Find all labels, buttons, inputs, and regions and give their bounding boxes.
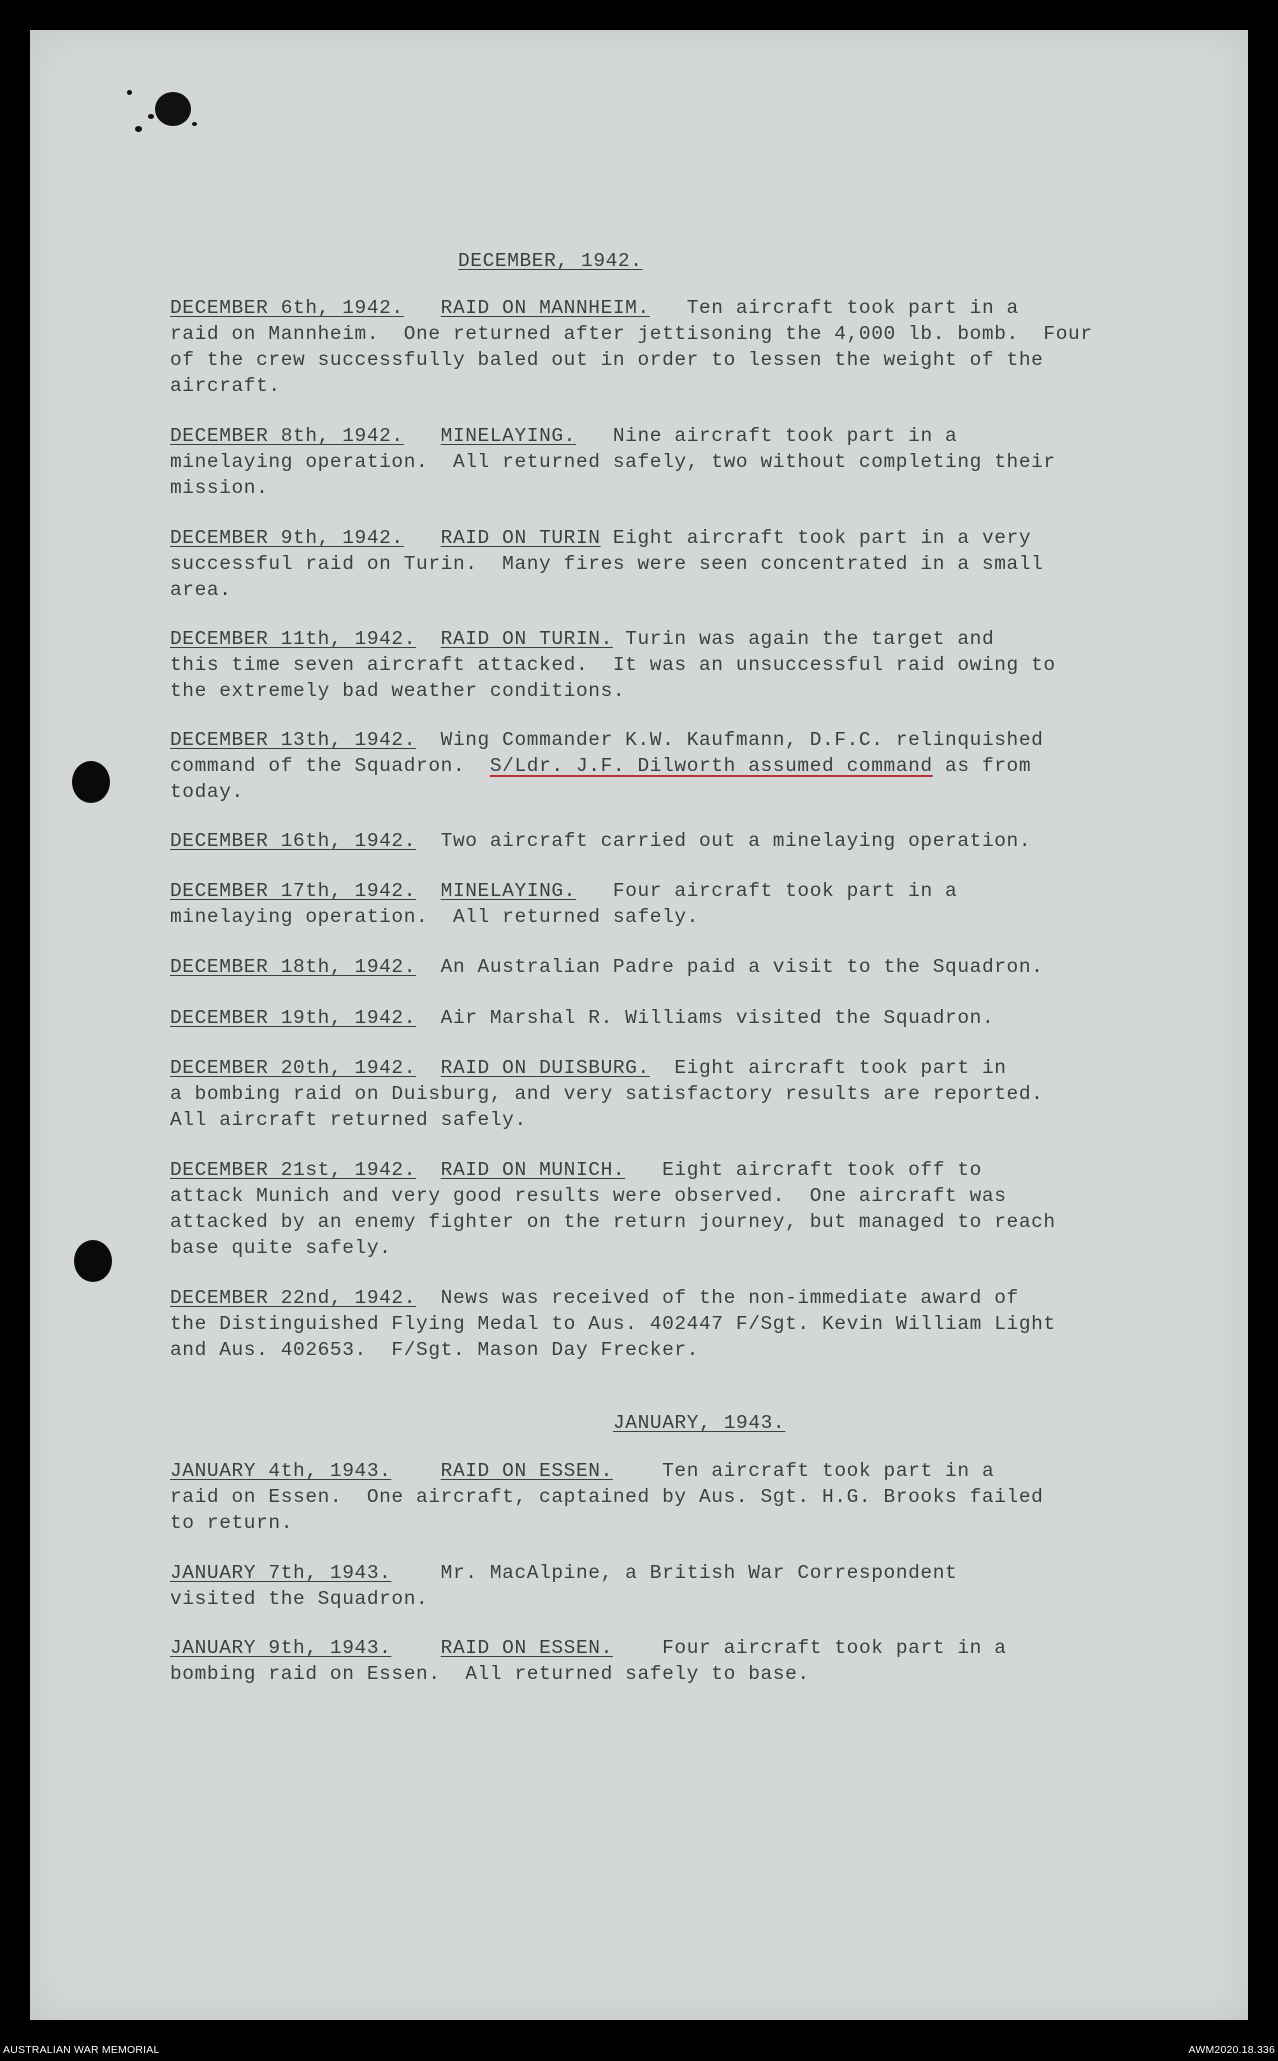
entry-date: DECEMBER 18th, 1942. (170, 956, 417, 978)
entry-subject: RAID ON ESSEN. (440, 1637, 613, 1659)
entry-date: DECEMBER 22nd, 1942. (170, 1287, 417, 1309)
entry-line: to return. (170, 1512, 294, 1534)
entry-dec-21 (170, 1157, 1056, 1261)
entry-dec-6 (170, 295, 1093, 399)
entry-line: Mr. MacAlpine, a British War Correspondent (440, 1562, 958, 1584)
entry-subject: RAID ON MANNHEIM. (440, 297, 650, 319)
entry-line: the Distinguished Flying Medal to Aus. 402447 F/Sgt. Kevin William Light (170, 1313, 1056, 1335)
entry-subject: RAID ON TURIN. (440, 628, 613, 650)
entry-line: Air Marshal R. Williams visited the Squadron. (440, 1007, 995, 1029)
entry-line: Ten aircraft took part in a (686, 297, 1019, 319)
entry-line: Four aircraft took part in a (612, 880, 958, 902)
entry-subject: RAID ON ESSEN. (440, 1460, 613, 1482)
entry-line: today. (170, 781, 244, 803)
entry-dec-22 (170, 1285, 1056, 1363)
entry-line: mission. (170, 477, 269, 499)
entry-line: minelaying operation. All returned safely. (170, 906, 699, 928)
ink-blot (155, 92, 191, 126)
entry-line: and Aus. 402653. F/Sgt. Mason Day Frecker. (170, 1339, 699, 1361)
entry-date: DECEMBER 9th, 1942. (170, 527, 404, 549)
ink-speck (127, 90, 132, 95)
entry-line: Eight aircraft took part in (674, 1057, 1007, 1079)
punch-hole-lower (74, 1240, 112, 1282)
entry-date: JANUARY 7th, 1943. (170, 1562, 392, 1584)
entry-line: All aircraft returned safely. (170, 1109, 527, 1131)
entry-line: raid on Mannheim. One returned after jettisoning the 4,000 lb. bomb. Four (170, 323, 1093, 345)
entry-line: bombing raid on Essen. All returned safely to base. (170, 1663, 810, 1685)
entry-line: of the crew successfully baled out in order to lessen the weight of the (170, 349, 1044, 371)
entry-line: as from (945, 755, 1032, 777)
entry-dec-16 (170, 828, 1031, 854)
entry-line: Eight aircraft took part in a very (612, 527, 1032, 549)
entry-dec-17 (170, 878, 957, 930)
entry-line: Two aircraft carried out a minelaying operation. (440, 830, 1032, 852)
highlighted-command-change: S/Ldr. J.F. Dilworth assumed command (489, 755, 933, 777)
entry-dec-13 (170, 727, 1043, 805)
entry-line: command of the Squadron. (170, 755, 466, 777)
entry-line: Nine aircraft took part in a (612, 425, 958, 447)
entry-date: DECEMBER 21st, 1942. (170, 1159, 417, 1181)
entry-date: DECEMBER 16th, 1942. (170, 830, 417, 852)
entry-dec-9 (170, 525, 1043, 603)
entry-subject: MINELAYING. (440, 880, 576, 902)
entry-line: aircraft. (170, 375, 281, 397)
ink-speck (148, 114, 154, 119)
entry-date: DECEMBER 13th, 1942. (170, 729, 417, 751)
entry-line: raid on Essen. One aircraft, captained by Aus. Sgt. H.G. Brooks failed (170, 1486, 1044, 1508)
footer-reference: AWM2020.18.336 (1188, 2044, 1275, 2056)
entry-dec-11 (170, 626, 1056, 704)
entry-date: DECEMBER 11th, 1942. (170, 628, 417, 650)
entry-subject: MINELAYING. (440, 425, 576, 447)
entry-line: base quite safely. (170, 1237, 392, 1259)
entry-line: News was received of the non-immediate award of (440, 1287, 1019, 1309)
entry-line: Turin was again the target and (625, 628, 995, 650)
entry-subject: RAID ON TURIN (440, 527, 601, 549)
section-heading-january: JANUARY, 1943. (613, 1412, 786, 1434)
entry-date: DECEMBER 8th, 1942. (170, 425, 404, 447)
ink-speck (135, 126, 142, 132)
entry-line: attack Munich and very good results were observed. One aircraft was (170, 1185, 1007, 1207)
entry-dec-18 (170, 954, 1043, 980)
section-heading-december: DECEMBER, 1942. (458, 250, 643, 272)
entry-date: DECEMBER 17th, 1942. (170, 880, 417, 902)
entry-line: the extremely bad weather conditions. (170, 680, 626, 702)
entry-date: DECEMBER 6th, 1942. (170, 297, 404, 319)
entry-line: visited the Squadron. (170, 1588, 429, 1610)
entry-jan-9 (170, 1635, 1007, 1687)
entry-dec-19 (170, 1005, 994, 1031)
entry-subject: RAID ON MUNICH. (440, 1159, 626, 1181)
entry-jan-7 (170, 1560, 957, 1612)
entry-line: a bombing raid on Duisburg, and very satisfactory results are reported. (170, 1083, 1044, 1105)
ink-speck (192, 122, 197, 126)
entry-jan-4 (170, 1458, 1043, 1536)
entry-line: successful raid on Turin. Many fires were seen concentrated in a small (170, 553, 1044, 575)
entry-line: Eight aircraft took off to (662, 1159, 982, 1181)
entry-line: An Australian Padre paid a visit to the Squadron. (440, 956, 1044, 978)
entry-date: DECEMBER 19th, 1942. (170, 1007, 417, 1029)
entry-dec-8 (170, 423, 1056, 501)
entry-line: minelaying operation. All returned safely, two without completing their (170, 451, 1056, 473)
entry-date: JANUARY 4th, 1943. (170, 1460, 392, 1482)
entry-date: DECEMBER 20th, 1942. (170, 1057, 417, 1079)
entry-line: this time seven aircraft attacked. It was an unsuccessful raid owing to (170, 654, 1056, 676)
entry-date: JANUARY 9th, 1943. (170, 1637, 392, 1659)
punch-hole-upper (72, 761, 110, 803)
footer-institution: AUSTRALIAN WAR MEMORIAL (3, 2044, 160, 2056)
entry-line: Ten aircraft took part in a (662, 1460, 995, 1482)
entry-line: area. (170, 579, 232, 601)
entry-line: Four aircraft took part in a (662, 1637, 1007, 1659)
entry-line: Wing Commander K.W. Kaufmann, D.F.C. relinquished (440, 729, 1044, 751)
entry-dec-20 (170, 1055, 1043, 1133)
document-page (30, 30, 1248, 2020)
entry-line: attacked by an enemy fighter on the return journey, but managed to reach (170, 1211, 1056, 1233)
entry-subject: RAID ON DUISBURG. (440, 1057, 650, 1079)
